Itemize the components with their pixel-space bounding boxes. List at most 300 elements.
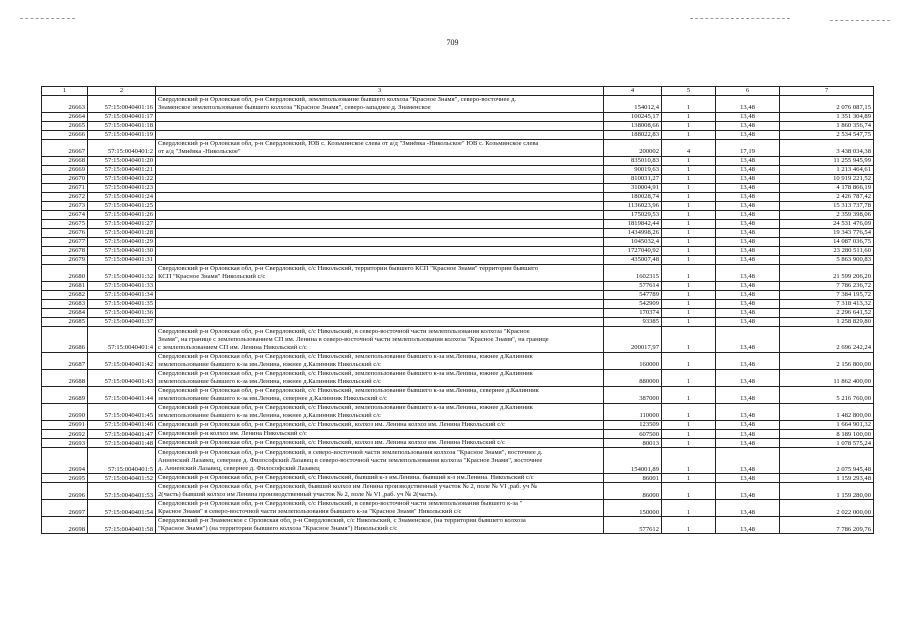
area-cell: 1727040,92 — [604, 246, 662, 255]
location-description-line: землепользование бывшего к-за им.Ленина, южнее д.Калинник Никольский с/с — [158, 360, 381, 368]
row-number-cell: 26668 — [42, 156, 88, 165]
location-description-cell — [156, 290, 604, 299]
rate-cell: 13,48 — [716, 112, 780, 121]
column-5-cell: 1 — [662, 352, 716, 369]
cadastral-value-cell: 5 216 760,00 — [780, 386, 874, 403]
location-description-line: Свердловский р-н Орловская обл, р-н Свердловский, бывший колхоз им Ленина производственный участок № 2, поле № VI ,раб. уч № — [158, 483, 538, 491]
row-number-cell: 26671 — [42, 183, 88, 192]
cadastral-number-cell: 57:15:0040401:36 — [88, 308, 156, 317]
location-description-line: землепользование бывшего к-за им.Ленина, южнее д.Калинник Никольский с/с — [158, 411, 381, 419]
area-cell: 435007,48 — [604, 255, 662, 264]
rate-cell: 13,48 — [716, 439, 780, 448]
column-5-cell: 1 — [662, 156, 716, 165]
column-5-cell: 1 — [662, 281, 716, 290]
location-description-line: Красное Знамя" в северо-восточной части землепользования бывшего к-за "Красное Знамя" Никольский с/с — [158, 508, 462, 516]
location-description-line: Свердловский р-н Орловская обл, р-н Свердловский, с/с Никольский, в северо-восточной части землепользования бывшего к-за " — [158, 500, 523, 508]
location-description-line: Свердловский р-н Орловская обл, р-н Свердловский, с/с Никольский, землепользование бывшего к-за им.Ленина, южнее д.Калинник — [158, 352, 533, 360]
location-description-cell — [156, 237, 604, 246]
rate-cell: 13,48 — [716, 228, 780, 237]
cadastral-number-cell: 57:15:0040401:35 — [88, 299, 156, 308]
column-5-cell: 1 — [662, 201, 716, 210]
location-description-line: 2(часть) бывший колхоз им Ленина производственный участок № 2, поле № VI ,раб. уч № 2(часть). — [158, 491, 438, 499]
column-5-cell: 1 — [662, 121, 716, 130]
location-description-cell — [156, 483, 604, 500]
column-5-cell: 1 — [662, 228, 716, 237]
table-row — [42, 517, 874, 534]
cadastral-value-cell: 7 786 236,72 — [780, 281, 874, 290]
rate-cell: 13,48 — [716, 264, 780, 281]
location-description-cell — [156, 156, 604, 165]
cadastral-value-cell: 1 860 356,74 — [780, 121, 874, 130]
area-cell: 1045032,4 — [604, 237, 662, 246]
cadastral-number-cell: 57:15:0040401:16 — [88, 95, 156, 112]
location-description-cell — [156, 352, 604, 369]
cadastral-value-cell: 1 078 575,24 — [780, 439, 874, 448]
location-description-cell — [156, 130, 604, 139]
location-description-line: "Красное Знамя") (на территории бывшего колхоза "Красное Знамя") Никольский с/с — [158, 525, 398, 533]
rate-cell: 13,48 — [716, 352, 780, 369]
page-number: 709 — [446, 38, 459, 47]
column-5-cell: 1 — [662, 386, 716, 403]
location-description-line: Свердловский р-н Орловская обл, р-н Свердловский, с/с Никольский, колхоз им. Ленина колхоз им. Ленина Никольский с/с — [158, 439, 505, 447]
rate-cell: 13,48 — [716, 299, 780, 308]
column-5-cell: 1 — [662, 448, 716, 474]
location-description-line: Свердловский р-н Орловская обл, р-н Свердловский, с/с Никольский, землепользование бывшего к-за им.Ленина, южнее д.Калинник — [158, 369, 533, 377]
location-description-line: д. Анненский Лазавец, севернее д. Философский Лазавец — [158, 465, 320, 473]
column-5-cell: 1 — [662, 174, 716, 183]
column-header: 3 — [156, 87, 604, 96]
area-cell: 110000 — [604, 403, 662, 420]
area-cell: 90019,63 — [604, 165, 662, 174]
location-description-cell — [156, 264, 604, 281]
cadastral-number-cell: 57:15:0040401:28 — [88, 228, 156, 237]
cadastral-value-cell: 2 696 242,24 — [780, 326, 874, 352]
rate-cell: 13,48 — [716, 421, 780, 430]
row-number-cell: 26692 — [42, 430, 88, 439]
cadastral-number-cell: 57:15:0040401:2 — [88, 139, 156, 156]
location-description-line: Свердловский р-н Орловская обл, р-н Свердловский, в северо-восточной части землепользования колхоза "Красное Знамя", восточнее д. — [158, 449, 543, 457]
table-row — [42, 139, 874, 156]
location-description-line: Свердловский р-н Орловская обл, р-н Свердловский, с/с Никольский, землепользование бывшего к-за им.Ленина, севернее д.Калинник — [158, 386, 539, 394]
cadastral-value-cell: 2 022 000,00 — [780, 500, 874, 517]
location-description-line: от а/д "Змиёвка -Никольское" — [158, 147, 241, 155]
row-number-cell: 26677 — [42, 237, 88, 246]
cadastral-value-cell: 14 087 036,75 — [780, 237, 874, 246]
cadastral-number-cell: 57:15:0040401:26 — [88, 210, 156, 219]
table-row — [42, 237, 874, 246]
column-5-cell: 1 — [662, 264, 716, 281]
cadastral-value-cell: 11 255 945,99 — [780, 156, 874, 165]
row-number-cell: 26666 — [42, 130, 88, 139]
location-description-cell — [156, 308, 604, 317]
rate-cell: 13,48 — [716, 156, 780, 165]
cadastral-value-cell: 1 258 829,80 — [780, 317, 874, 326]
cadastral-number-cell: 57:15:0040401:37 — [88, 317, 156, 326]
scan-artifact — [20, 18, 75, 19]
location-description-cell — [156, 369, 604, 386]
location-description-cell — [156, 439, 604, 448]
table-row — [42, 95, 874, 112]
column-5-cell: 1 — [662, 326, 716, 352]
rate-cell: 13,48 — [716, 369, 780, 386]
cadastral-value-cell: 2 076 087,15 — [780, 95, 874, 112]
column-header: 2 — [88, 87, 156, 96]
area-cell: 542909 — [604, 299, 662, 308]
rate-cell: 13,48 — [716, 474, 780, 483]
cadastral-value-cell: 10 919 221,52 — [780, 174, 874, 183]
area-cell: 123509 — [604, 421, 662, 430]
area-cell: 170374 — [604, 308, 662, 317]
row-number-cell: 26681 — [42, 281, 88, 290]
column-5-cell: 1 — [662, 474, 716, 483]
table-row — [42, 165, 874, 174]
cadastral-number-cell: 57:15:0040401:48 — [88, 439, 156, 448]
location-description-cell — [156, 210, 604, 219]
row-number-cell: 26674 — [42, 210, 88, 219]
rate-cell: 13,48 — [716, 403, 780, 420]
cadastral-number-cell: 57:15:0040401:29 — [88, 237, 156, 246]
cadastral-value-cell: 1 213 464,61 — [780, 165, 874, 174]
cadastral-number-cell: 57:15:0040401:47 — [88, 430, 156, 439]
land-register-table — [41, 86, 874, 534]
rate-cell: 13,48 — [716, 386, 780, 403]
table-row — [42, 474, 874, 483]
column-5-cell: 1 — [662, 192, 716, 201]
cadastral-value-cell: 2 156 800,00 — [780, 352, 874, 369]
location-description-line: с землепользованием СП им. Ленина Никольский с/с — [158, 343, 307, 351]
location-description-line: Свердловский р-н Орловская обл, р-н Свердловский, с/с Никольский, колхоз им. Ленина колхоз им. Ленина Никольский с/с — [158, 421, 505, 429]
column-5-cell: 1 — [662, 130, 716, 139]
table-row — [42, 448, 874, 474]
area-cell: 86001 — [604, 474, 662, 483]
location-description-cell — [156, 121, 604, 130]
location-description-cell — [156, 112, 604, 121]
rate-cell: 13,48 — [716, 183, 780, 192]
location-description-cell — [156, 183, 604, 192]
row-number-cell: 26683 — [42, 299, 88, 308]
cadastral-number-cell: 57:15:0040401:19 — [88, 130, 156, 139]
location-description-cell — [156, 326, 604, 352]
row-number-cell: 26690 — [42, 403, 88, 420]
cadastral-number-cell: 57:15:0040401:5 — [88, 448, 156, 474]
table-row — [42, 483, 874, 500]
column-header: 4 — [604, 87, 662, 96]
cadastral-value-cell: 4 178 866,19 — [780, 183, 874, 192]
area-cell: 100245,17 — [604, 112, 662, 121]
cadastral-number-cell: 57:15:0040401:53 — [88, 483, 156, 500]
cadastral-number-cell: 57:15:0040401:52 — [88, 474, 156, 483]
cadastral-number-cell: 57:15:0040401:24 — [88, 192, 156, 201]
area-cell: 880000 — [604, 369, 662, 386]
location-description-line: Свердловский р-н Орловская обл, р-н Свердловский, с/с Никольский, территории бывшего КСП "Красное Знамя" территории бывшего — [158, 264, 538, 272]
row-number-cell: 26665 — [42, 121, 88, 130]
column-header: 7 — [780, 87, 874, 96]
column-header: 1 — [42, 87, 88, 96]
row-number-cell: 26684 — [42, 308, 88, 317]
column-5-cell: 1 — [662, 403, 716, 420]
rate-cell: 13,48 — [716, 237, 780, 246]
cadastral-number-cell: 57:15:0040401:17 — [88, 112, 156, 121]
area-cell: 93385 — [604, 317, 662, 326]
area-cell: 180028,74 — [604, 192, 662, 201]
rate-cell: 13,48 — [716, 517, 780, 534]
cadastral-number-cell: 57:15:0040401:21 — [88, 165, 156, 174]
table-row — [42, 174, 874, 183]
row-number-cell: 26694 — [42, 448, 88, 474]
column-5-cell: 1 — [662, 95, 716, 112]
location-description-cell — [156, 281, 604, 290]
row-number-cell: 26693 — [42, 439, 88, 448]
rate-cell: 13,48 — [716, 95, 780, 112]
row-number-cell: 26676 — [42, 228, 88, 237]
cadastral-value-cell: 7 786 209,76 — [780, 517, 874, 534]
location-description-line: землепользование бывшего к-за им.Ленина, севернее д.Калинник Никольский с/с — [158, 394, 387, 402]
cadastral-value-cell: 21 599 206,20 — [780, 264, 874, 281]
area-cell: 607500 — [604, 430, 662, 439]
row-number-cell: 26679 — [42, 255, 88, 264]
table-row — [42, 264, 874, 281]
row-number-cell: 26672 — [42, 192, 88, 201]
location-description-cell — [156, 201, 604, 210]
cadastral-number-cell: 57:15:0040401:34 — [88, 290, 156, 299]
table-row — [42, 255, 874, 264]
location-description-cell — [156, 165, 604, 174]
cadastral-value-cell: 2 426 787,42 — [780, 192, 874, 201]
area-cell: 150000 — [604, 500, 662, 517]
column-5-cell: 1 — [662, 255, 716, 264]
location-description-cell — [156, 317, 604, 326]
column-5-cell: 1 — [662, 183, 716, 192]
rate-cell: 13,48 — [716, 246, 780, 255]
column-5-cell: 1 — [662, 317, 716, 326]
cadastral-number-cell: 57:15:0040401:33 — [88, 281, 156, 290]
row-number-cell: 26667 — [42, 139, 88, 156]
cadastral-number-cell: 57:15:0040401:20 — [88, 156, 156, 165]
cadastral-number-cell: 57:15:0040401:46 — [88, 421, 156, 430]
header-row — [42, 87, 874, 96]
location-description-line: Свердловский р-н колхоз им. Ленина Никольский с/с — [158, 430, 307, 438]
column-5-cell: 1 — [662, 483, 716, 500]
area-cell: 138008,66 — [604, 121, 662, 130]
table-row — [42, 219, 874, 228]
column-header: 5 — [662, 87, 716, 96]
cadastral-number-cell: 57:15:0040401:22 — [88, 174, 156, 183]
cadastral-value-cell: 2 359 398,06 — [780, 210, 874, 219]
cadastral-number-cell: 57:15:0040401:23 — [88, 183, 156, 192]
cadastral-number-cell: 57:15:0040401:54 — [88, 500, 156, 517]
location-description-line: Знамя", на границе с землепользованием СП им. Ленина в северо-восточной части землепользования колхоза "Красное Знамя", на границе — [158, 335, 549, 343]
column-5-cell: 1 — [662, 517, 716, 534]
column-5-cell: 1 — [662, 210, 716, 219]
area-cell: 200017,97 — [604, 326, 662, 352]
column-5-cell: 4 — [662, 139, 716, 156]
row-number-cell: 26670 — [42, 174, 88, 183]
row-number-cell: 26695 — [42, 474, 88, 483]
row-number-cell: 26685 — [42, 317, 88, 326]
cadastral-number-cell: 57:15:0040401:43 — [88, 369, 156, 386]
cadastral-value-cell: 23 280 511,60 — [780, 246, 874, 255]
rate-cell: 13,48 — [716, 174, 780, 183]
rate-cell: 13,48 — [716, 500, 780, 517]
location-description-cell — [156, 386, 604, 403]
location-description-cell — [156, 95, 604, 112]
location-description-line: Знаменское землепользование бывшего колхоза "Красное Знамя", северо-западнее д. Знаменское — [158, 103, 431, 111]
column-5-cell: 1 — [662, 421, 716, 430]
cadastral-value-cell: 19 343 776,54 — [780, 228, 874, 237]
cadastral-number-cell: 57:15:0040401:18 — [88, 121, 156, 130]
cadastral-number-cell: 57:15:0040401:31 — [88, 255, 156, 264]
rate-cell: 13,48 — [716, 448, 780, 474]
row-number-cell: 26675 — [42, 219, 88, 228]
location-description-line: Свердловский р-н Орловская обл, р-н Свердловский, ЮВ с. Козьминское слева от а/д "Змиёвка -Никольское" ЮВ с. Козьминское слева — [158, 139, 539, 147]
table-row — [42, 121, 874, 130]
location-description-cell — [156, 430, 604, 439]
location-description-cell — [156, 403, 604, 420]
table-row — [42, 246, 874, 255]
column-5-cell: 1 — [662, 430, 716, 439]
column-5-cell: 1 — [662, 500, 716, 517]
location-description-cell — [156, 139, 604, 156]
location-description-line: КСП "Красное Знамя" Никольский с/с — [158, 272, 266, 280]
cadastral-number-cell: 57:15:0040401:44 — [88, 386, 156, 403]
location-description-cell — [156, 448, 604, 474]
location-description-cell — [156, 246, 604, 255]
column-5-cell: 1 — [662, 219, 716, 228]
cadastral-value-cell: 5 863 900,83 — [780, 255, 874, 264]
location-description-cell — [156, 474, 604, 483]
cadastral-value-cell: 2 534 547,75 — [780, 130, 874, 139]
table-row — [42, 299, 874, 308]
row-number-cell: 26663 — [42, 95, 88, 112]
area-cell: 160000 — [604, 352, 662, 369]
table-row — [42, 317, 874, 326]
area-cell: 577614 — [604, 281, 662, 290]
cadastral-value-cell: 11 862 400,00 — [780, 369, 874, 386]
location-description-cell — [156, 219, 604, 228]
location-description-line: Свердловский р-н Орловская обл, р-н Свердловский, с/с Никольский, в северо-восточной части землепользования колхоза "Красное — [158, 327, 530, 335]
table-row — [42, 439, 874, 448]
column-5-cell: 1 — [662, 246, 716, 255]
row-number-cell: 26697 — [42, 500, 88, 517]
cadastral-value-cell: 7 318 413,32 — [780, 299, 874, 308]
cadastral-number-cell: 57:15:0040401:45 — [88, 403, 156, 420]
location-description-line: Свердловский р-н Орловская обл, р-н Свердловский, с/с Никольский, землепользование бывшего к-за им.Ленина, южнее д.Калинник — [158, 403, 533, 411]
row-number-cell: 26673 — [42, 201, 88, 210]
area-cell: 154001,89 — [604, 448, 662, 474]
table-row — [42, 192, 874, 201]
row-number-cell: 26698 — [42, 517, 88, 534]
rate-cell: 13,48 — [716, 255, 780, 264]
cadastral-number-cell: 57:15:0040401:58 — [88, 517, 156, 534]
table-row — [42, 421, 874, 430]
area-cell: 310004,91 — [604, 183, 662, 192]
column-5-cell: 1 — [662, 237, 716, 246]
area-cell: 1602315 — [604, 264, 662, 281]
cadastral-value-cell: 1 482 800,00 — [780, 403, 874, 420]
area-cell: 810031,27 — [604, 174, 662, 183]
location-description-cell — [156, 255, 604, 264]
area-cell: 835010,83 — [604, 156, 662, 165]
rate-cell: 13,48 — [716, 130, 780, 139]
location-description-cell — [156, 174, 604, 183]
row-number-cell: 26688 — [42, 369, 88, 386]
row-number-cell: 26664 — [42, 112, 88, 121]
table-row — [42, 369, 874, 386]
location-description-cell — [156, 421, 604, 430]
cadastral-value-cell: 1 159 293,48 — [780, 474, 874, 483]
table-row — [42, 403, 874, 420]
cadastral-value-cell: 7 384 195,72 — [780, 290, 874, 299]
table-row — [42, 500, 874, 517]
area-cell: 1434998,26 — [604, 228, 662, 237]
rate-cell: 13,48 — [716, 210, 780, 219]
rate-cell: 13,48 — [716, 192, 780, 201]
table-row — [42, 290, 874, 299]
location-description-line: землепользование бывшего к-за им.Ленина, южнее д.Калинник Никольский с/с — [158, 377, 381, 385]
rate-cell: 13,48 — [716, 201, 780, 210]
rate-cell: 13,48 — [716, 326, 780, 352]
row-number-cell: 26669 — [42, 165, 88, 174]
rate-cell: 13,48 — [716, 308, 780, 317]
rate-cell: 13,48 — [716, 317, 780, 326]
table-row — [42, 308, 874, 317]
rate-cell: 13,48 — [716, 219, 780, 228]
table-row — [42, 352, 874, 369]
rate-cell: 17,19 — [716, 139, 780, 156]
scan-artifact — [690, 18, 790, 19]
table-row — [42, 210, 874, 219]
cadastral-value-cell: 2 075 945,48 — [780, 448, 874, 474]
table-row — [42, 112, 874, 121]
rate-cell: 13,48 — [716, 121, 780, 130]
column-5-cell: 1 — [662, 112, 716, 121]
rate-cell: 13,48 — [716, 290, 780, 299]
row-number-cell: 26686 — [42, 326, 88, 352]
cadastral-value-cell: 15 313 737,78 — [780, 201, 874, 210]
rate-cell: 13,48 — [716, 281, 780, 290]
area-cell: 547789 — [604, 290, 662, 299]
row-number-cell: 26687 — [42, 352, 88, 369]
column-header: 6 — [716, 87, 780, 96]
area-cell: 175029,53 — [604, 210, 662, 219]
area-cell: 387000 — [604, 386, 662, 403]
column-5-cell: 1 — [662, 308, 716, 317]
cadastral-value-cell: 24 531 476,09 — [780, 219, 874, 228]
cadastral-number-cell: 57:15:0040401:27 — [88, 219, 156, 228]
cadastral-number-cell: 57:15:0040401:42 — [88, 352, 156, 369]
cadastral-number-cell: 57:15:0040401:32 — [88, 264, 156, 281]
table-row — [42, 201, 874, 210]
row-number-cell: 26678 — [42, 246, 88, 255]
table-row — [42, 156, 874, 165]
table-row — [42, 430, 874, 439]
row-number-cell: 26682 — [42, 290, 88, 299]
cadastral-number-cell: 57:15:0040401:4 — [88, 326, 156, 352]
column-5-cell: 1 — [662, 165, 716, 174]
area-cell: 1819842,44 — [604, 219, 662, 228]
area-cell: 86000 — [604, 483, 662, 500]
area-cell: 154012,4 — [604, 95, 662, 112]
cadastral-value-cell: 8 189 100,00 — [780, 430, 874, 439]
row-number-cell: 26696 — [42, 483, 88, 500]
location-description-cell — [156, 228, 604, 237]
cadastral-value-cell: 1 664 901,32 — [780, 421, 874, 430]
table-row — [42, 281, 874, 290]
table-row — [42, 228, 874, 237]
table-row — [42, 386, 874, 403]
cadastral-value-cell: 1 351 304,89 — [780, 112, 874, 121]
location-description-cell — [156, 192, 604, 201]
